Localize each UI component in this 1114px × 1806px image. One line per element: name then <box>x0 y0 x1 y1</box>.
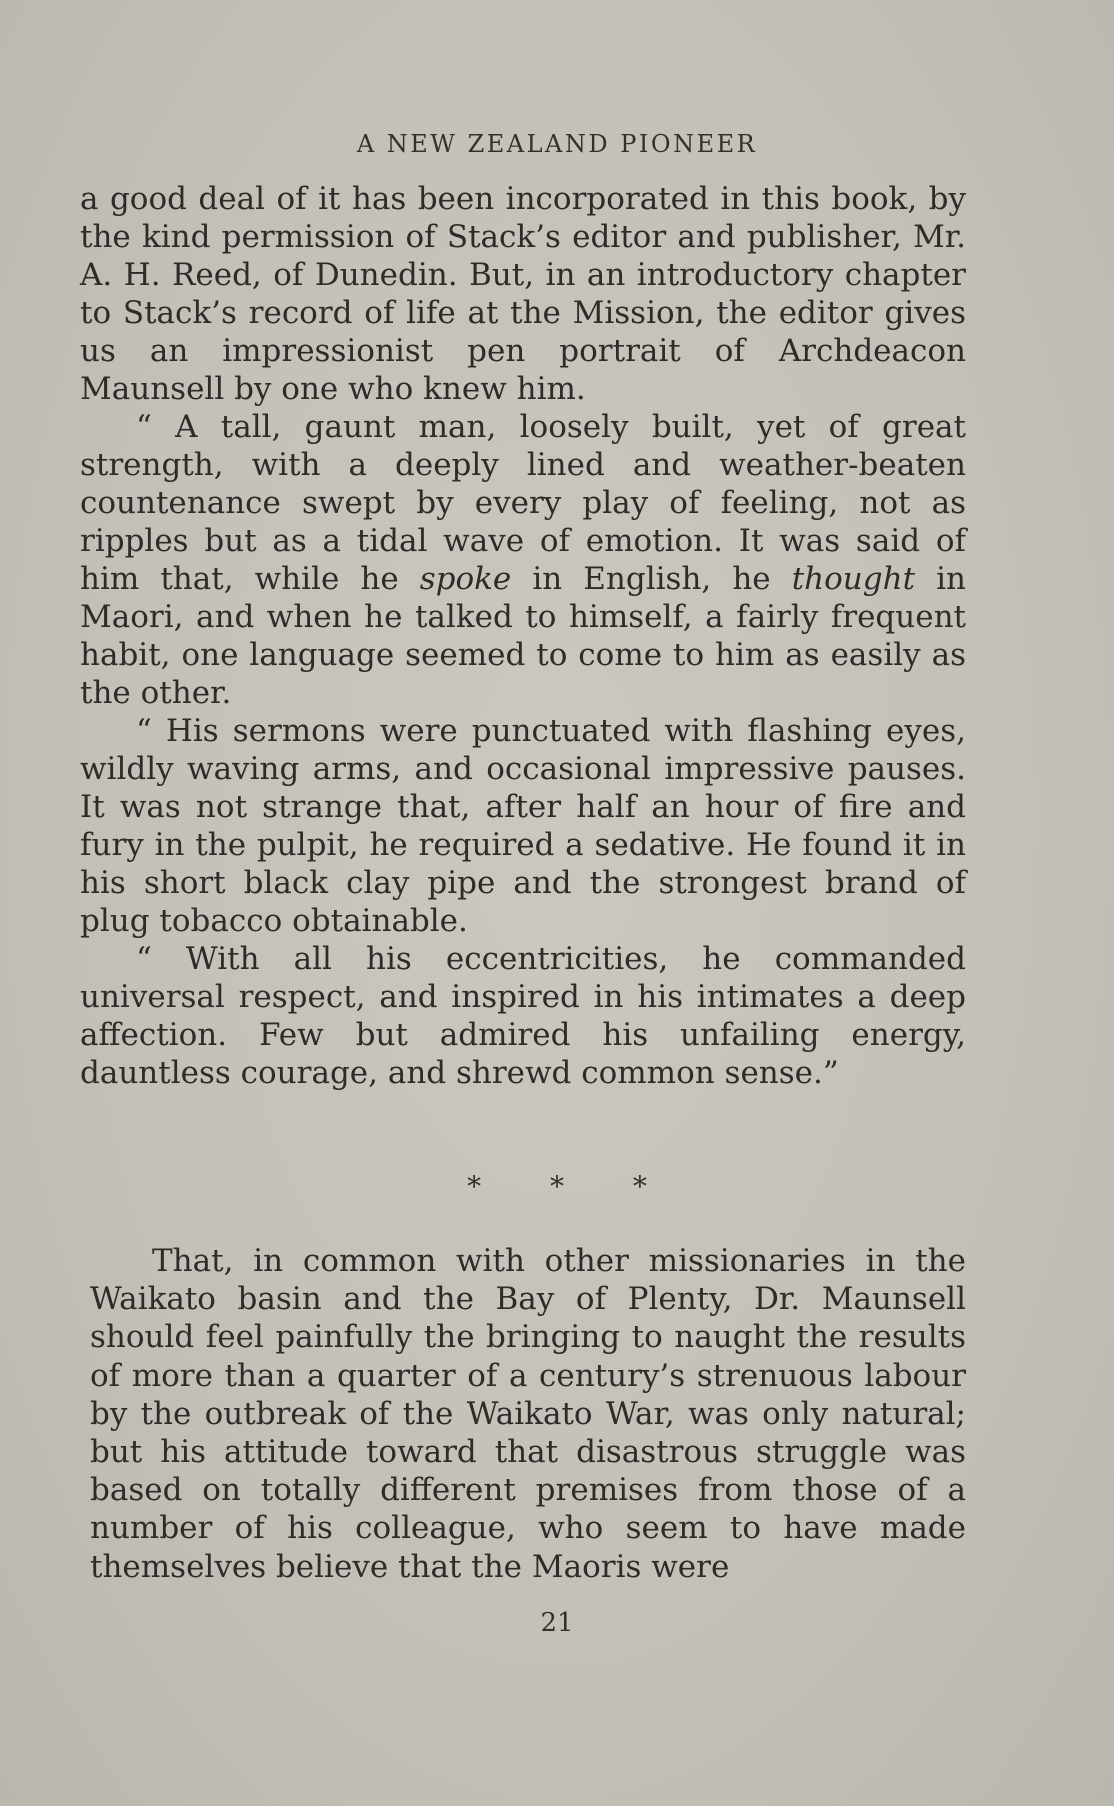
paragraph-1: a good deal of it has been incorporated in this book, by the kind permission of Stack’s editor and publisher, Mr. A. H. Reed, of Dunedin. But, in an introductory chapter to Stack’s record of life at the Mission, the editor gives us an impressionist pen portrait of Archdeacon Maunsell by one who knew him. <box>80 181 966 407</box>
paragraph-2 <box>80 408 966 712</box>
body-text-bottom <box>90 1242 966 1586</box>
running-head: A NEW ZEALAND PIONEER <box>356 130 758 158</box>
body-text-top <box>80 180 966 1092</box>
paragraph-2-part-2: in English, he <box>511 561 792 597</box>
paragraph-3: “ His sermons were punctuated with flashing eyes, wildly waving arms, and occasional impressive pauses. It was not strange that, after half an hour of fire and fury in the pulpit, he required a sedative. He found it in his short black clay pipe and the strongest brand of plug tobacco obtainable. <box>80 713 966 939</box>
paragraph-4: “ With all his eccentricities, he commanded universal respect, and inspired in his intimates a deep affection. Few but admired his unfailing energy, dauntless courage, and shrewd common sense.” <box>80 941 966 1091</box>
paragraph-2-part-3: in Maori, and when he talked to himself, a fairly frequent habit, one language seemed to come to him as easily as the other. <box>80 561 966 711</box>
paragraph-5: That, in common with other missionaries in the Waikato basin and the Bay of Plenty, Dr. Maunsell should feel painfully the bringing to naught the results of more than a quarter of a century’s strenuous labour by the outbreak of the Waikato War, was only natural; but his attitude toward that disastrous struggle was based on totally different premises from those of a number of his colleague, who seem to have made themselves believe that the Maoris were <box>90 1243 966 1585</box>
page-number: 21 <box>540 1608 574 1638</box>
section-break-asterisks: * * * <box>467 1170 647 1203</box>
paragraph-2-part-1: “ A tall, gaunt man, loosely built, yet of great strength, with a deeply lined and weather-beaten countenance swept by every play of feeling, not as ripples but as a tidal wave of emotion. It was said of him that, while he <box>80 409 966 597</box>
italic-thought: thought <box>791 561 916 597</box>
italic-spoke: spoke <box>419 561 512 597</box>
